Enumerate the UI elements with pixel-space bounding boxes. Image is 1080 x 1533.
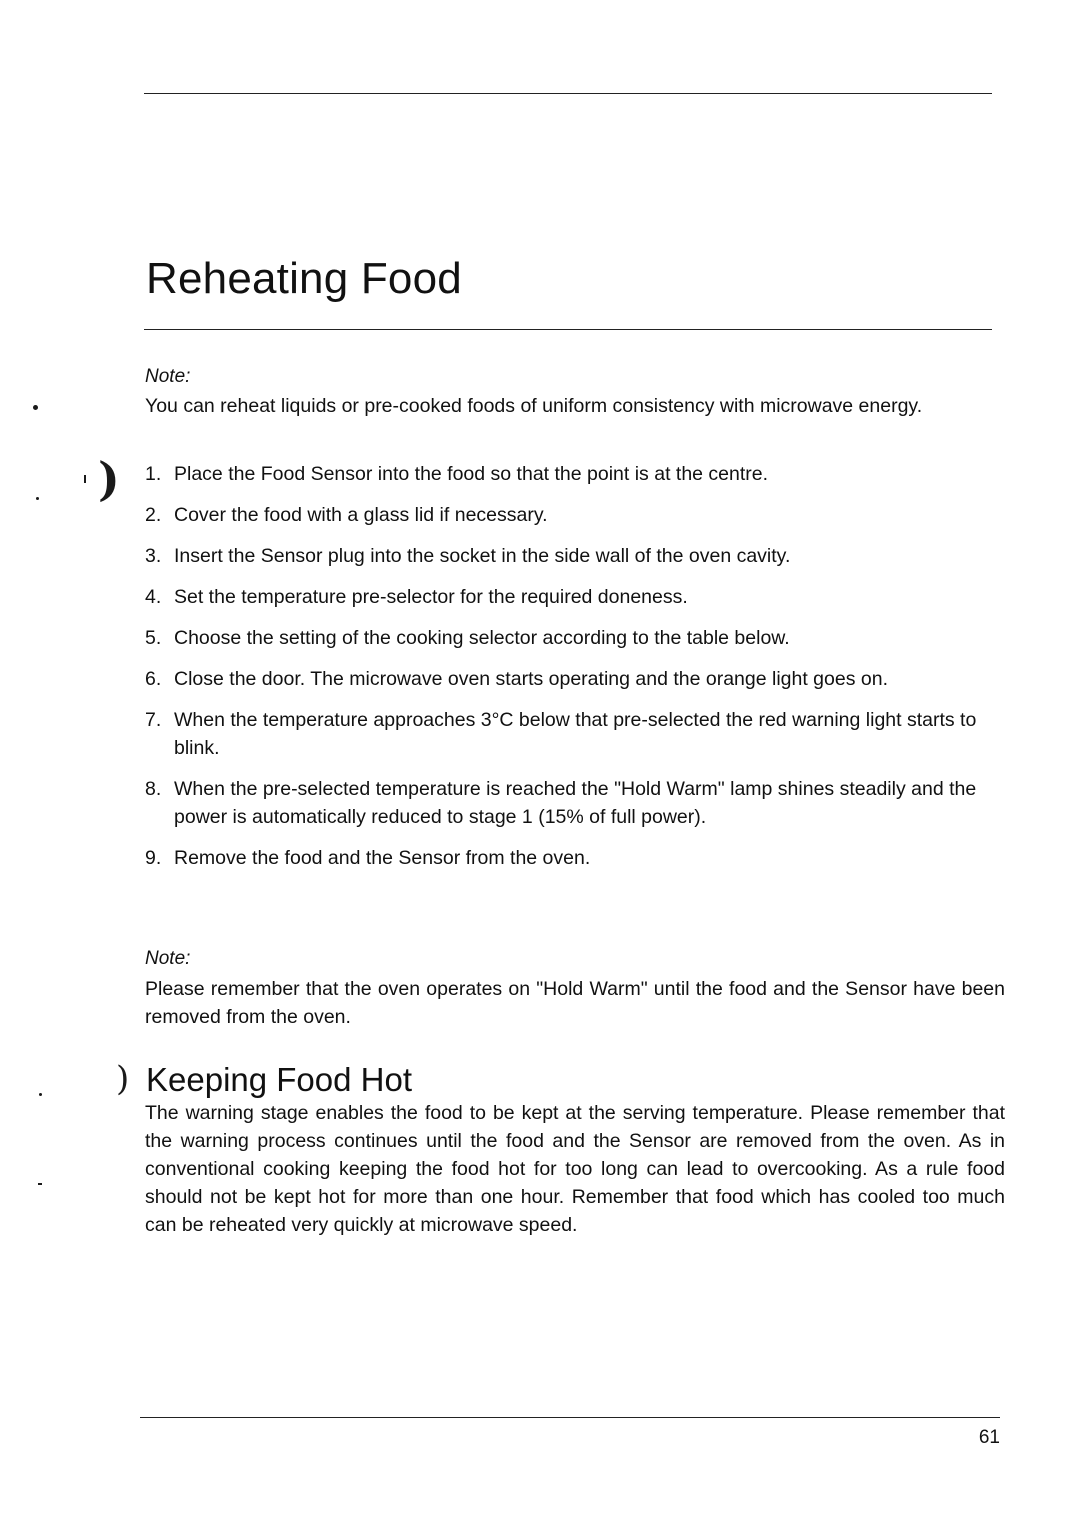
list-item <box>145 501 1005 529</box>
list-item <box>145 775 1005 831</box>
note-label: Note: <box>145 948 191 969</box>
step-text: Choose the setting of the cooking selector according to the table below. <box>174 627 790 649</box>
step-text: Close the door. The microwave oven starts operating and the orange light goes on. <box>174 668 888 690</box>
title-underline-rule <box>144 329 992 330</box>
list-item <box>145 706 1005 762</box>
step-text: Set the temperature pre-selector for the required doneness. <box>174 586 688 608</box>
page-number: 61 <box>978 1427 1000 1448</box>
steps-list <box>145 460 1005 885</box>
list-item <box>145 665 1005 693</box>
list-item <box>145 583 1005 611</box>
step-number: 4. <box>145 586 162 608</box>
note-text: Please remember that the oven operates on "Hold Warm" until the food and the Sensor have been removed from the oven. <box>145 978 1005 1028</box>
scan-speck-4 <box>39 1093 42 1096</box>
top-rule <box>144 93 992 94</box>
note-text: You can reheat liquids or pre-cooked foods of uniform consistency with microwave energy. <box>145 395 923 417</box>
list-item <box>145 460 1005 488</box>
binder-mark-2: ) <box>116 1059 130 1099</box>
note-label: Note: <box>145 366 191 387</box>
step-text: Insert the Sensor plug into the socket in the side wall of the oven cavity. <box>174 545 791 567</box>
footer-rule <box>140 1417 1000 1418</box>
scan-speck-2 <box>36 497 39 500</box>
step-number: 3. <box>145 545 162 567</box>
section-body: The warning stage enables the food to be kept at the serving temperature. Please remember that the warning process continues until the food and the Sensor are removed from the oven. As in conventional cooking keeping the food hot for too long can lead to overcooking. As a rule food should not be kept hot for more than one hour. Remember that food which has cooled too much can be reheated very quickly at microwave speed. <box>145 1102 1005 1236</box>
step-number: 2. <box>145 504 162 526</box>
scan-speck-1 <box>33 405 38 410</box>
list-item <box>145 624 1005 652</box>
step-text: Cover the food with a glass lid if necessary. <box>174 504 548 526</box>
scan-speck-5 <box>38 1183 42 1185</box>
list-item <box>145 542 1005 570</box>
list-item <box>145 844 1005 872</box>
step-text: Place the Food Sensor into the food so that the point is at the centre. <box>174 463 769 485</box>
step-number: 7. <box>145 709 162 731</box>
binder-mark-1: ) <box>98 452 120 506</box>
page-title: Reheating Food <box>146 254 462 303</box>
scan-speck-3 <box>84 475 86 483</box>
step-number: 6. <box>145 668 162 690</box>
step-text: When the pre-selected temperature is reached the "Hold Warm" lamp shines steadily and the power is automatically reduced to stage 1 (15% of full power). <box>174 778 977 828</box>
step-number: 1. <box>145 463 162 485</box>
step-text: Remove the food and the Sensor from the oven. <box>174 847 591 869</box>
section-title: Keeping Food Hot <box>146 1061 413 1098</box>
step-number: 9. <box>145 847 162 869</box>
step-number: 8. <box>145 778 162 800</box>
step-number: 5. <box>145 627 162 649</box>
step-text: When the temperature approaches 3°C below that pre-selected the red warning light starts to blink. <box>174 709 977 759</box>
